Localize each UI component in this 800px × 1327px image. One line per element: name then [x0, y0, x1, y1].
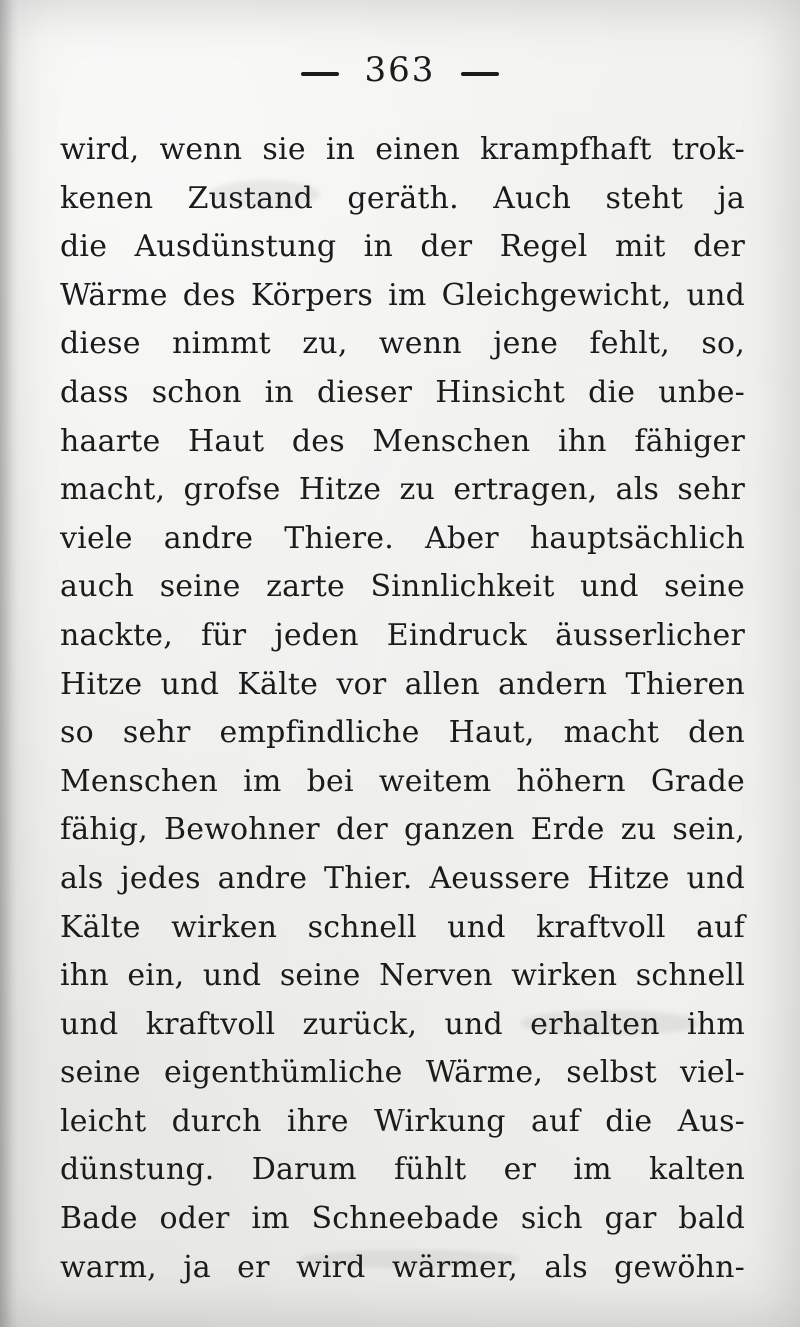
text-line: Wärme des Körpers im Gleichgewicht, und [60, 277, 745, 313]
text-line: diese nimmt zu, wenn jene fehlt, so, [60, 326, 745, 362]
text-line: leicht durch ihre Wirkung auf die Aus- [60, 1103, 745, 1139]
page-binding-shadow [0, 0, 18, 1327]
text-line: viele andre Thiere. Aber hauptsächlich [60, 520, 745, 556]
text-line: als jedes andre Thier. Aeussere Hitze und [60, 860, 745, 896]
text-line: macht, grofse Hitze zu ertragen, als sehr [60, 472, 745, 508]
text-line: Kälte wirken schnell und kraftvoll auf [60, 909, 745, 945]
text-line: und kraftvoll zurück, und erhalten ihm [60, 1006, 745, 1042]
text-line: wird, wenn sie in einen krampfhaft trok- [60, 132, 745, 167]
text-line: dass schon in dieser Hinsicht die unbe- [60, 374, 745, 410]
text-line: haarte Haut des Menschen ihn fähiger [60, 423, 745, 459]
text-line: Hitze und Kälte vor allen andern Thieren [60, 666, 745, 702]
header-left-dash [301, 72, 339, 76]
page-number: 363 [364, 50, 436, 90]
text-line: so sehr empfindliche Haut, macht den [60, 715, 745, 751]
text-line: dünstung. Darum fühlt er im kalten [60, 1152, 745, 1188]
text-line: warm, ja er wird wärmer, als gewöhn- [60, 1249, 745, 1285]
header-right-dash [461, 72, 499, 76]
text-line: Menschen im bei weitem höhern Grade [60, 763, 745, 799]
text-line: auch seine zarte Sinnlichkeit und seine [60, 569, 745, 605]
text-line: seine eigenthümliche Wärme, selbst viel- [60, 1055, 745, 1091]
text-line: kenen Zustand geräth. Auch steht ja [60, 180, 745, 216]
page-header [0, 42, 800, 98]
text-line: nackte, für jeden Eindruck äusserlicher [60, 617, 745, 653]
body-text [60, 126, 745, 1292]
text-line: Bade oder im Schneebade sich gar bald [60, 1201, 745, 1237]
text-line: ihn ein, und seine Nerven wirken schnell [60, 958, 745, 994]
text-line: fähig, Bewohner der ganzen Erde zu sein, [60, 812, 745, 848]
text-line: die Ausdünstung in der Regel mit der [60, 229, 745, 265]
